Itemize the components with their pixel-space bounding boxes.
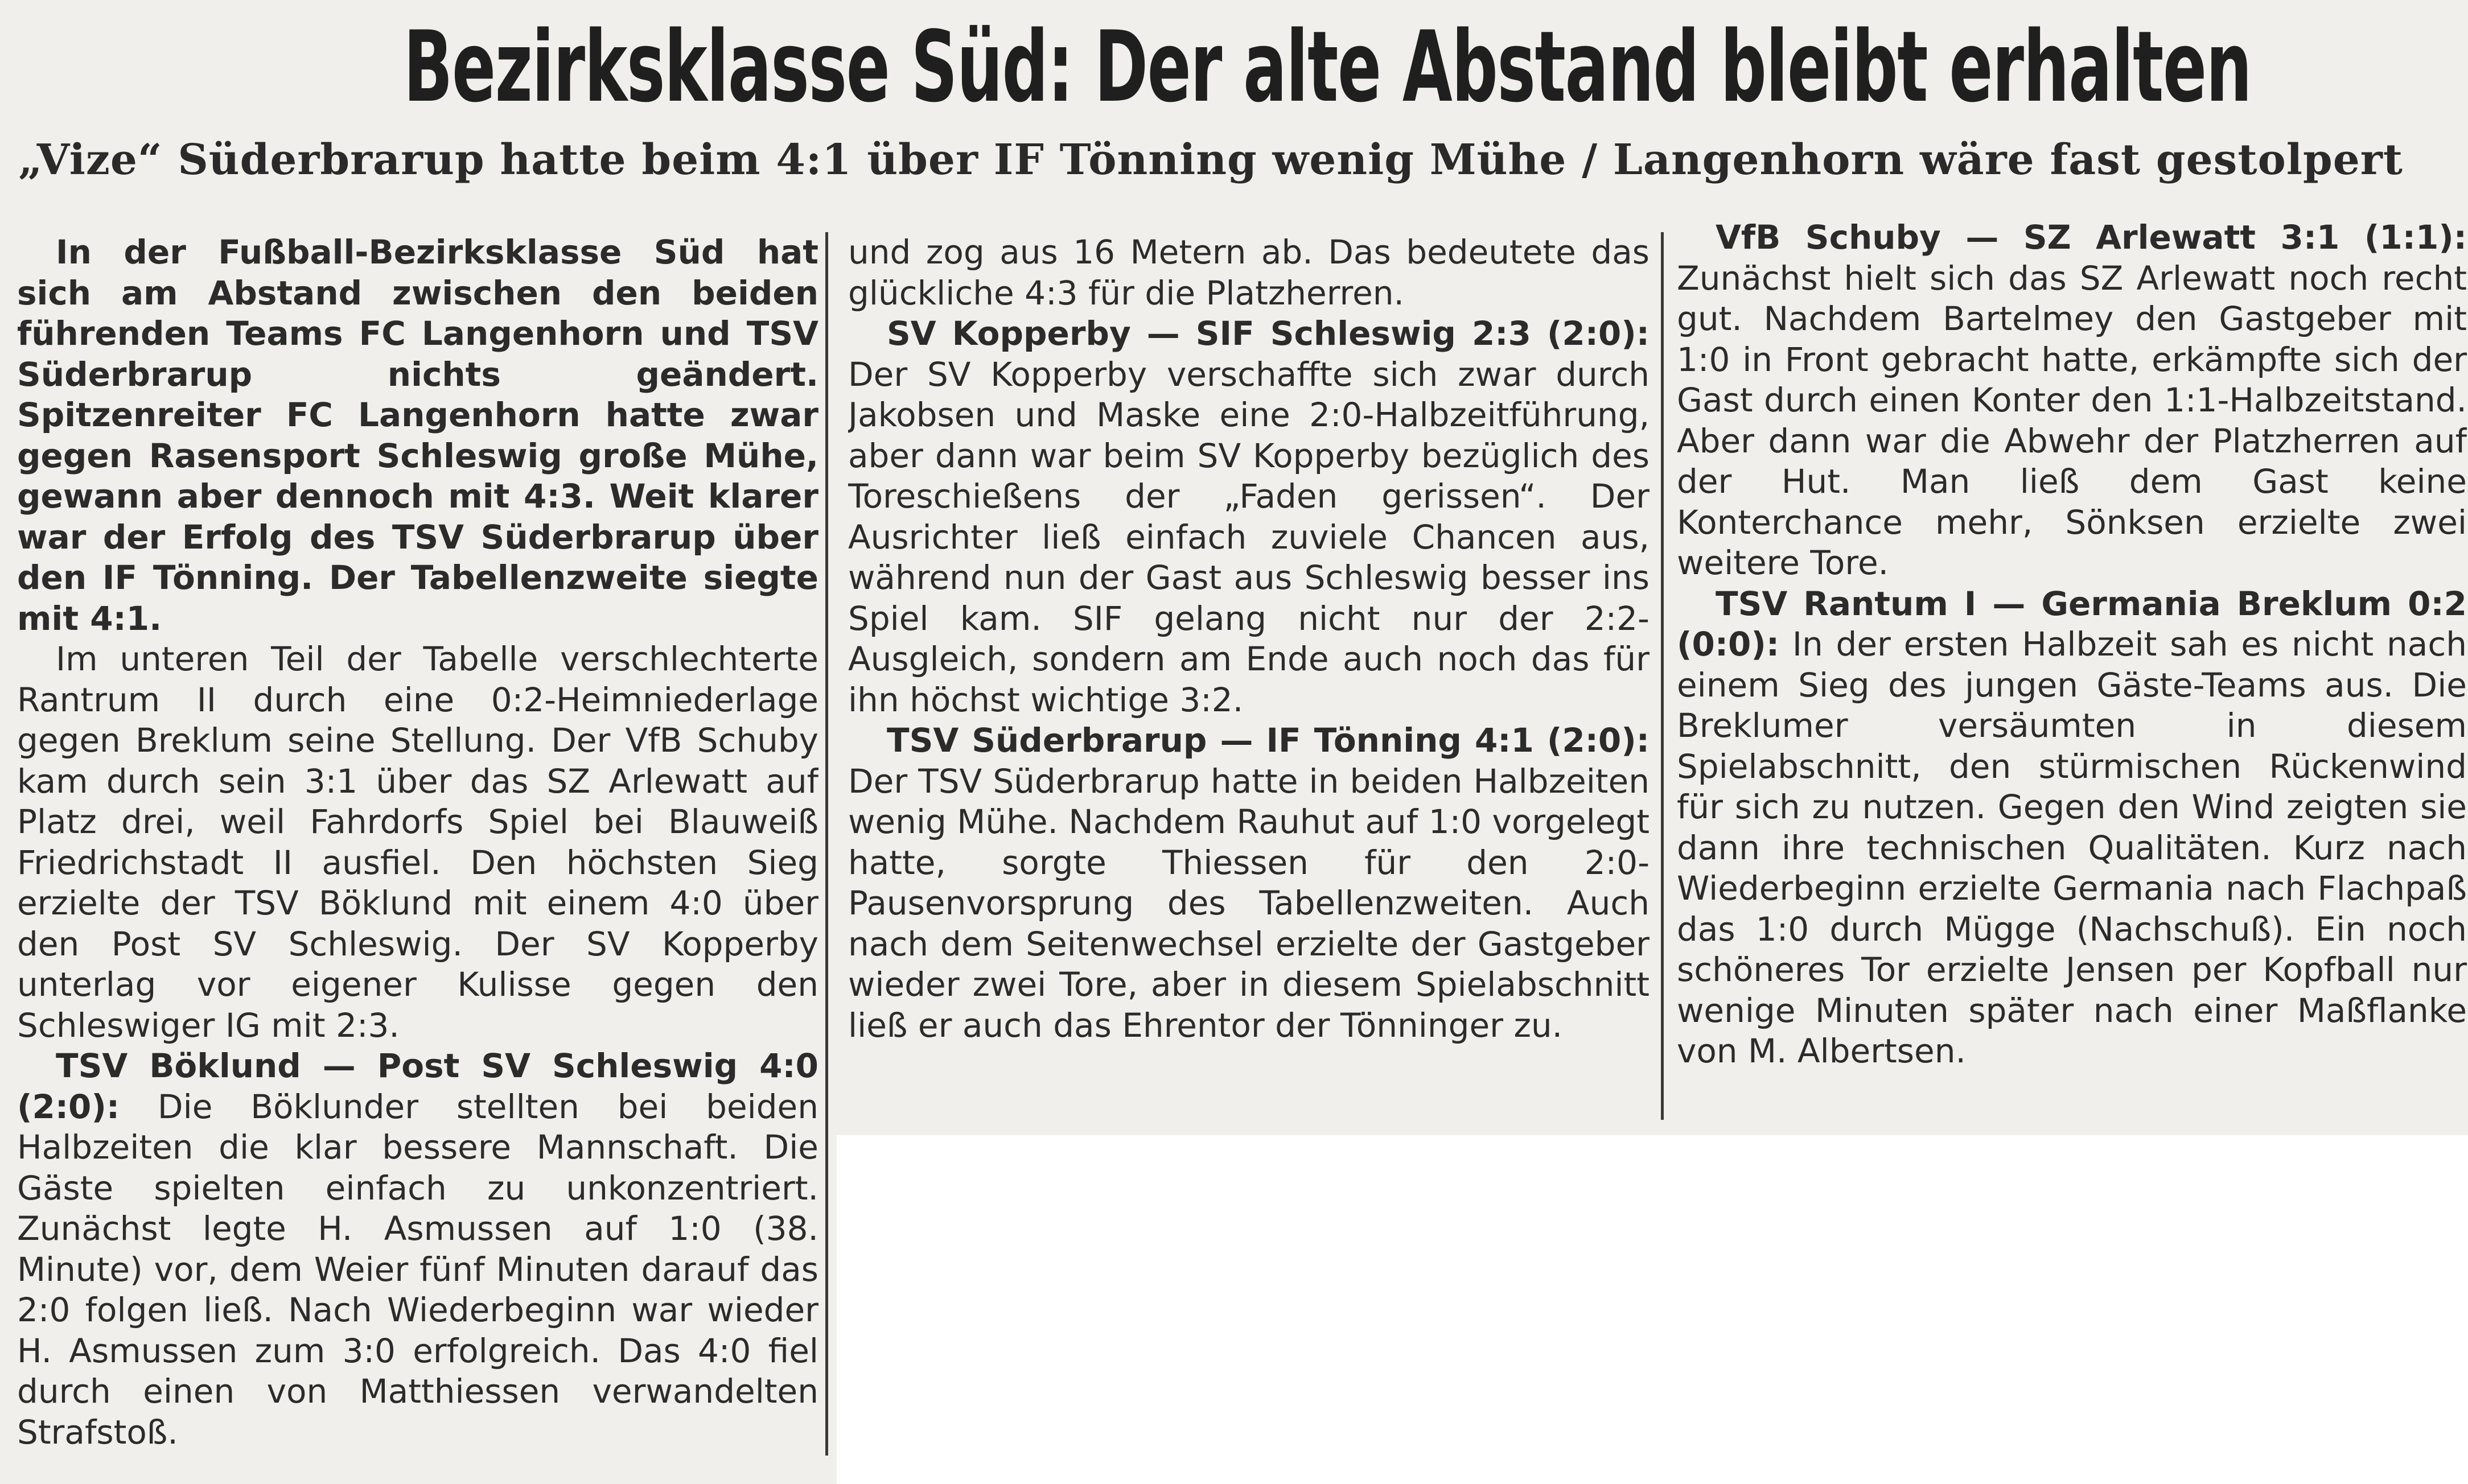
match-report (1677, 584, 2467, 1072)
lead-paragraph: In der Fußball-Bezirksklasse Süd hat sich am Abstand zwischen den beiden führenden Teams FC Langenhorn und TSV Süderbrarup nichts geändert. Spitzenreiter FC Langenhorn hatte zwar gegen Rasensport Schleswig große Mühe, gewann aber dennoch mit 4:3. Weit klarer war der Erfolg des TSV Süderbrarup über den IF Tönning. Der Tabellenzweite siegte mit 4:1. (17, 233, 818, 638)
match-heading: TSV Rantum I — Germania Breklum 0:2 (0:0): (1677, 584, 2467, 663)
match-text: Die Böklunder stellten bei beiden Halbzeiten die klar bessere Mannschaft. Die Gäste spielten einfach zu unkonzentriert. Zunächst legte H. Asmussen auf 1:0 (38. Minute) vor, dem Weier fünf Minuten darauf das 2:0 folgen ließ. Nach Wiederbeginn war wieder H. Asmussen zum 3:0 erfolgreich. Das 4:0 fiel durch einen von Matthiessen verwandelten Strafstoß. (17, 1087, 818, 1452)
article-column-2 (848, 232, 1650, 1120)
match-report (848, 314, 1650, 720)
match-report (17, 1046, 818, 1453)
match-text: In der ersten Halbzeit sah es nicht nach einem Sieg des jungen Gäste-Teams aus. Die Breklumer versäumten in diesem Spielabschnitt, den stürmischen Rückenwind für sich zu nutzen. Gegen den Wind zeigten sie dann ihre technischen Qualitäten. Kurz nach Wiederbeginn erzielte Germania nach Flachpaß das 1:0 durch Mügge (Nachschuß). Ein noch schöneres Tor erzielte Jensen per Kopfball nur wenige Minuten später nach einer Maßflanke von M. Albertsen. (1677, 625, 2467, 1070)
match-report (848, 720, 1650, 1046)
article-column-1 (17, 232, 818, 1468)
match-text: Der TSV Süderbrarup hatte in beiden Halbzeiten wenig Mühe. Nachdem Rauhut auf 1:0 vorgelegt hatte, sorgte Thiessen für den 2:0-Pausenvorsprung des Tabellenzweiten. Auch nach dem Seitenwechsel erzielte der Gastgeber wieder zwei Tore, aber in diesem Spielabschnitt ließ er auch das Ehrentor der Tönninger zu. (848, 761, 1650, 1045)
match-heading: TSV Böklund — Post SV Schleswig 4:0 (2:0): (17, 1046, 818, 1126)
column-rule (825, 232, 828, 1456)
match-report (1677, 217, 2467, 584)
body-paragraph: Im unteren Teil der Tabelle verschlechterte Rantrum II durch eine 0:2-Heimniederlage gegen Breklum seine Stellung. Der VfB Schuby kam durch sein 3:1 über das SZ Arlewatt auf Platz drei, weil Fahrdorfs Spiel bei Blauweiß Friedrichstadt II ausfiel. Den höchsten Sieg erzielte der TSV Böklund mit einem 4:0 über den Post SV Schleswig. Der SV Kopperby unterlag vor eigener Kulisse gegen den Schleswiger IG mit 2:3. (17, 640, 818, 1045)
column-rule (1661, 232, 1664, 1120)
match-heading: VfB Schuby — SZ Arlewatt 3:1 (1:1): (1716, 218, 2467, 257)
subheadline: „Vize“ Süderbrarup hatte beim 4:1 über IF Tönning wenig Mühe / Langenhorn wäre fast gestolpert (18, 135, 2403, 184)
match-heading: TSV Süderbrarup — IF Tönning 4:1 (2:0): (887, 721, 1650, 760)
match-heading: SV Kopperby — SIF Schleswig 2:3 (2:0): (887, 314, 1650, 353)
body-paragraph: und zog aus 16 Metern ab. Das bedeutete das glückliche 4:3 für die Platzherren. (848, 233, 1650, 312)
match-text: Der SV Kopperby verschaffte sich zwar durch Jakobsen und Maske eine 2:0-Halbzeitführung, aber dann war beim SV Kopperby bezüglich des Toreschießens der „Faden gerissen“. Der Ausrichter ließ einfach zuviele Chancen aus, während nun der Gast aus Schleswig besser ins Spiel kam. SIF gelang nicht nur der 2:2-Ausgleich, sondern am Ende auch noch das für ihn höchst wichtige 3:2. (848, 354, 1650, 719)
article-column-3 (1677, 217, 2467, 1128)
match-text: Zunächst hielt sich das SZ Arlewatt noch recht gut. Nachdem Bartelmey den Gastgeber mit 1:0 in Front gebracht hatte, erkämpfte sich der Gast durch einen Konter den 1:1-Halbzeitstand. Aber dann war die Abwehr der Platzherren auf der Hut. Man ließ dem Gast keine Konterchance mehr, Sönksen erzielte zwei weitere Tore. (1677, 258, 2467, 582)
headline: Bezirksklasse Süd: Der alte Abstand bleibt erhalten (403, 10, 2252, 124)
